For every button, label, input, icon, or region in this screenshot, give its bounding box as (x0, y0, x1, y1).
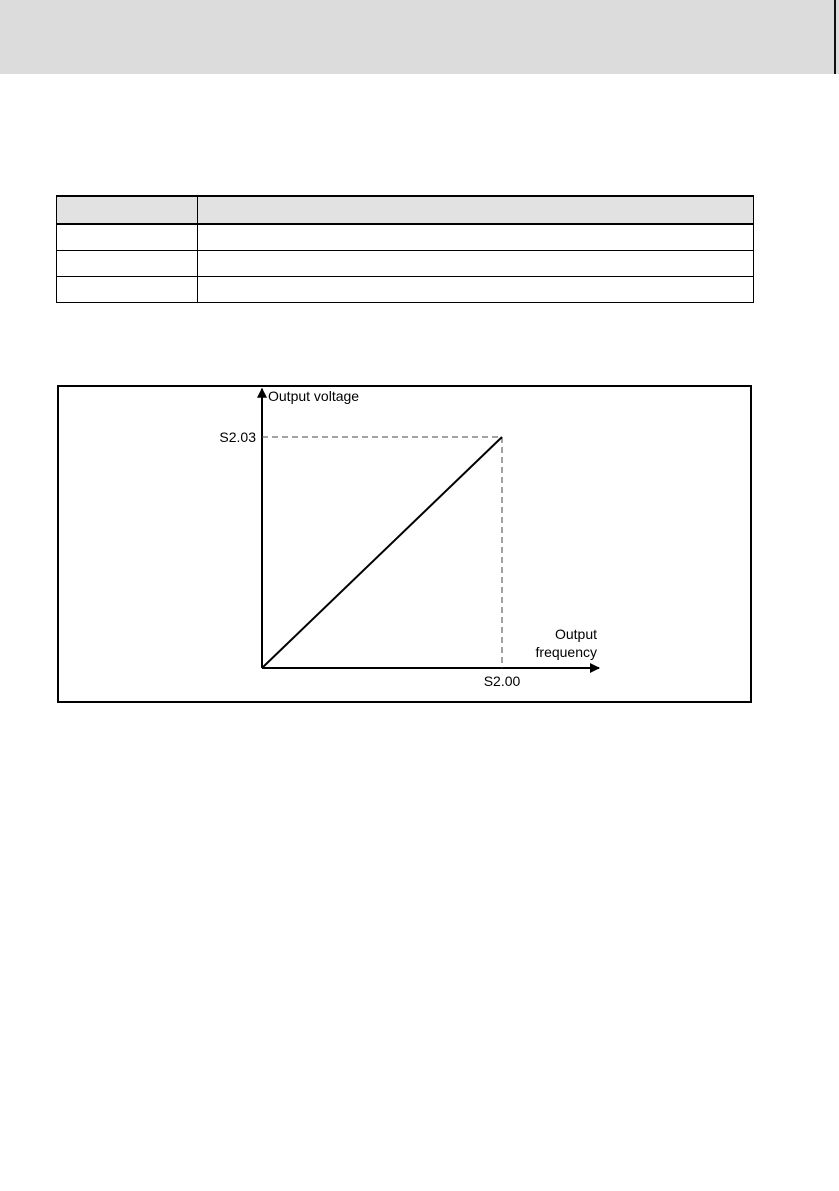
table-cell (57, 251, 198, 277)
vf-curve-figure (57, 385, 752, 703)
vf-series-line (262, 437, 502, 668)
table-header-row (57, 196, 754, 224)
table-cell (198, 277, 754, 303)
x-axis-label-line-2: frequency (535, 644, 597, 660)
vf-curve-chart (59, 387, 750, 701)
y-axis-label: Output voltage (268, 387, 360, 404)
table-header-cell (57, 196, 198, 224)
page-header-band (0, 0, 839, 74)
table-cell (57, 277, 198, 303)
y-tick-label: S2.03 (219, 429, 256, 445)
table-row (57, 251, 754, 277)
x-axis-label-line-1: Output (554, 626, 597, 642)
table-header-cell (198, 196, 754, 224)
table-cell (198, 251, 754, 277)
table-cell (57, 224, 198, 251)
x-tick-label: S2.00 (483, 673, 521, 689)
parameter-table (56, 195, 754, 303)
table-cell (198, 224, 754, 251)
table-row (57, 224, 754, 251)
table-row (57, 277, 754, 303)
crop-mark (834, 0, 836, 74)
